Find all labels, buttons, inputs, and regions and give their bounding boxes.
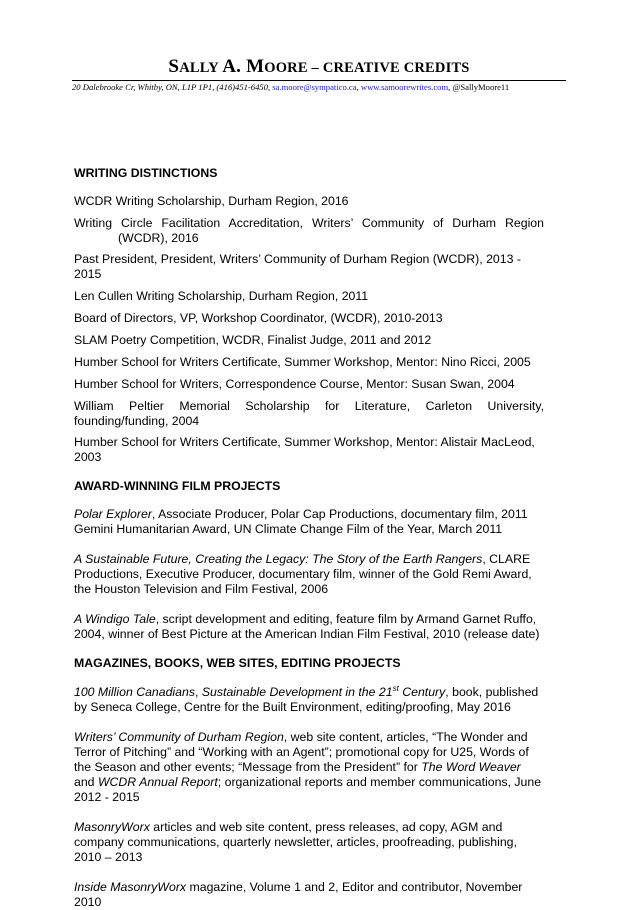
list-item: Humber School for Writers Certificate, Summer Workshop, Mentor: Nino Ricci, 2005 — [74, 355, 531, 369]
magazines-list — [74, 685, 544, 910]
twitter-handle: @SallyMoore11 — [452, 82, 510, 92]
list-item: Polar Explorer, Associate Producer, Polar Cap Productions, documentary film, 2011 Gemini Humanitarian Award, UN Climate Change Film of the Year, March 2011 — [74, 507, 528, 536]
email-link[interactable]: sa.moore@sympatico.ca — [272, 82, 357, 92]
header-divider — [72, 80, 566, 81]
list-item: MasonryWorx articles and web site content, press releases, ad copy, AGM and company communications, quarterly newsletter, articles, proofreading, publishing, 2010 – 2013 — [74, 820, 517, 864]
section-heading-film: AWARD-WINNING FILM PROJECTS — [74, 479, 281, 493]
list-item: Len Cullen Writing Scholarship, Durham Region, 2011 — [74, 289, 369, 303]
resume-header — [72, 56, 566, 92]
list-item: Inside MasonryWorx magazine, Volume 1 and 2, Editor and contributor, November 2010 — [74, 880, 523, 909]
list-item: Writers’ Community of Durham Region, web site content, articles, “The Wonder and Terror of Pitching” and “Working with an Agent”; promotional copy for U25, Words of the Season and other events; “Message from the President” for The Word Weaver and WCDR Annual Report; organizational reports and member communications, June 2012 - 2015 — [74, 730, 542, 804]
list-item: WCDR Writing Scholarship, Durham Region, 2016 — [74, 194, 349, 208]
address: 20 Dalebrooke Cr, Whitby, ON, L1P 1P1, (416)451-6450, — [72, 82, 273, 92]
list-item: Writing Circle Facilitation Accreditation, Writers’ Community of Durham Region (WCDR), 2016 — [74, 216, 544, 245]
list-item: Humber School for Writers Certificate, Summer Workshop, Mentor: Alistair MacLeod, 2003 — [74, 435, 535, 464]
list-item: A Windigo Tale, script development and editing, feature film by Armand Garnet Ruffo, 2004, winner of Best Picture at the American Indian Film Festival, 2010 (release date) — [74, 612, 540, 641]
list-item: Board of Directors, VP, Workshop Coordinator, (WCDR), 2010-2013 — [74, 311, 443, 325]
section-heading-magazines: MAGAZINES, BOOKS, WEB SITES, EDITING PROJECTS — [74, 656, 401, 670]
list-item: 100 Million Canadians, Sustainable Development in the 21st Century, book, published by Seneca College, Centre for the Built Environment, editing/proofing, May 2016 — [74, 683, 539, 714]
writing-list — [74, 194, 544, 465]
page-title: SALLY A. MOORE – CREATIVE CREDITS — [168, 56, 470, 77]
film-list — [74, 507, 544, 642]
list-item: SLAM Poetry Competition, WCDR, Finalist Judge, 2011 and 2012 — [74, 333, 432, 347]
list-item: William Peltier Memorial Scholarship for Literature, Carleton University, founding/funding, 2004 — [74, 399, 544, 428]
list-item: Past President, President, Writers’ Community of Durham Region (WCDR), 2013 - 2015 — [74, 252, 521, 281]
contact-line: 20 Dalebrooke Cr, Whitby, ON, L1P 1P1, (416)451-6450, sa.moore@sympatico.ca, www.samoorewrites.com, @SallyMoore11 — [72, 82, 510, 92]
list-item: Humber School for Writers, Correspondence Course, Mentor: Susan Swan, 2004 — [74, 377, 515, 391]
resume-content — [74, 166, 544, 910]
section-heading-writing: WRITING DISTINCTIONS — [74, 166, 218, 180]
website-link[interactable]: www.samoorewrites.com — [360, 82, 449, 92]
list-item: A Sustainable Future, Creating the Legacy: The Story of the Earth Rangers, CLARE Productions, Executive Producer, documentary film, winner of the Gold Remi Award, the Houston Television and Film Festival, 2006 — [74, 552, 532, 596]
